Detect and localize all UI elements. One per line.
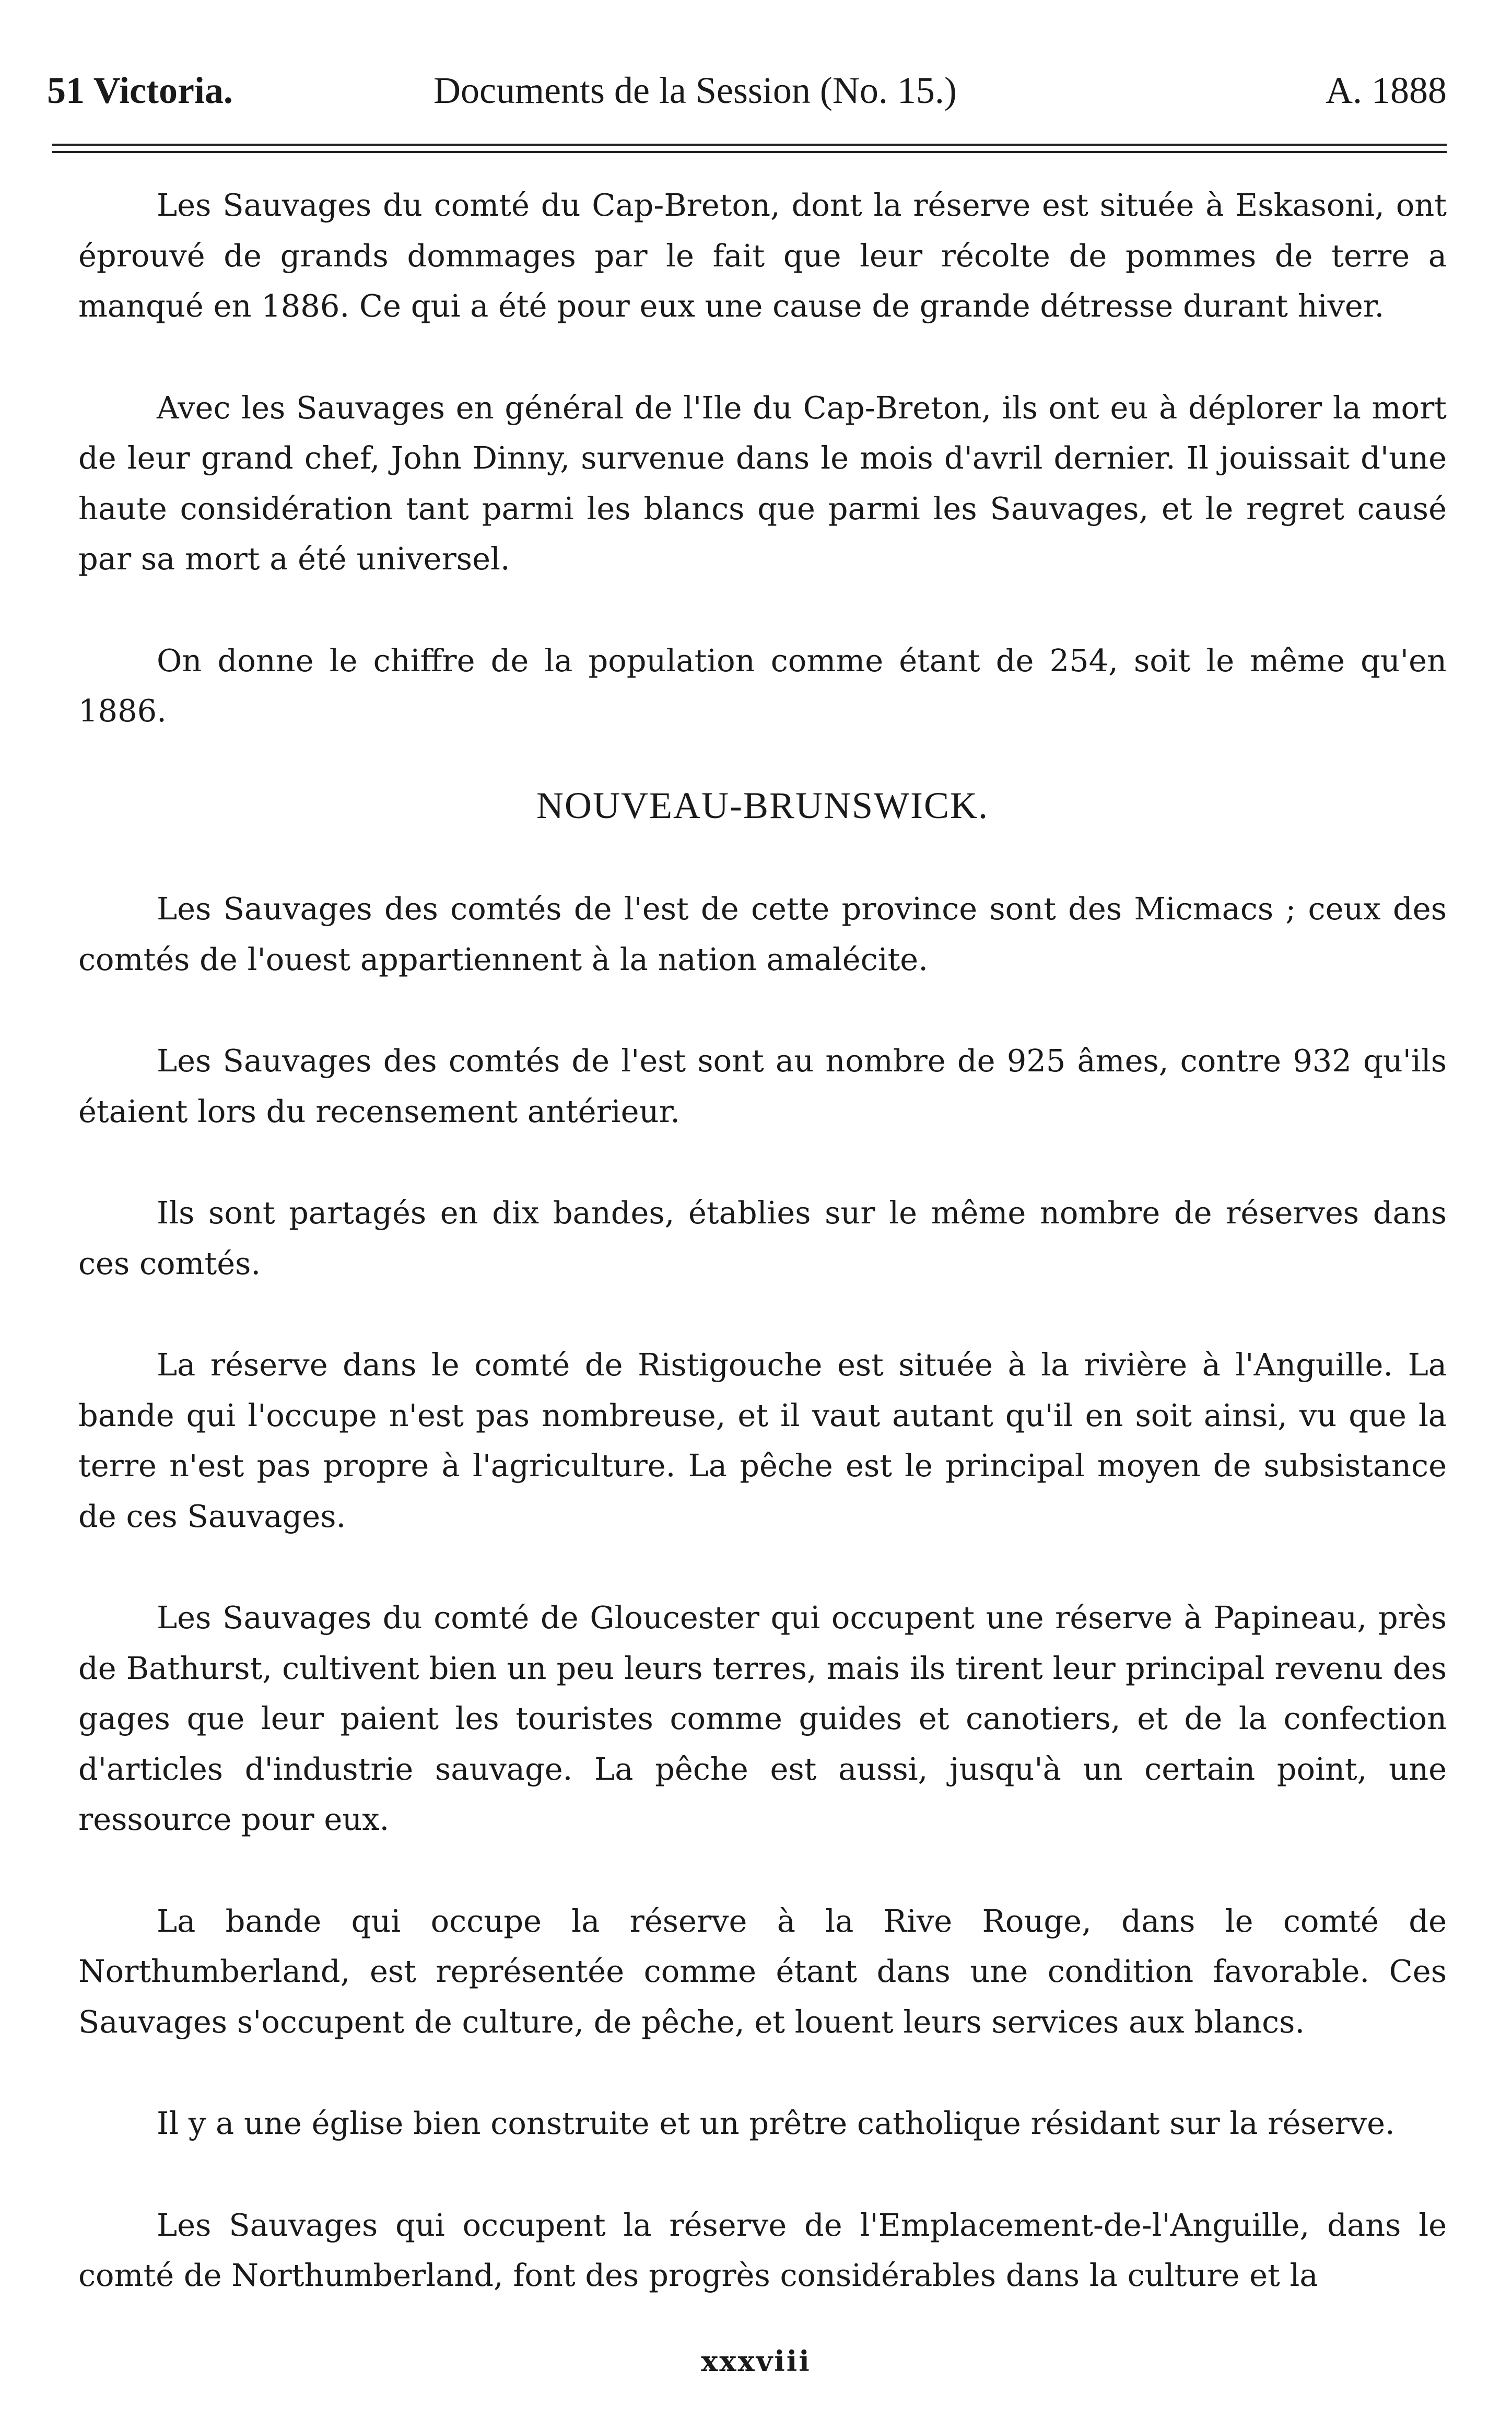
paragraph: Les Sauvages qui occupent la réserve de l'Emplacement-de-l'Anguille, dans le comté de Northumberland, font des progrès considérables dans la culture et la (78, 2206, 1447, 2293)
header-rule-bottom (52, 151, 1447, 153)
page-header (47, 62, 1447, 119)
paragraph: Ils sont partagés en dix bandes, établies sur le même nombre de réserves dans ces comtés. (78, 1195, 1447, 1281)
paragraph: Il y a une église bien construite et un prêtre catholique résidant sur la réserve. (157, 2105, 1395, 2141)
header-title: Documents de la Session (No. 15.) (433, 69, 957, 111)
document-body (78, 180, 1447, 2352)
paragraph: On donne le chiffre de la population comme étant de 254, soit le même qu'en 1886. (78, 642, 1447, 729)
section-heading: NOUVEAU-BRUNSWICK. (536, 784, 989, 826)
paragraph: Les Sauvages du comté du Cap-Breton, dont la réserve est située à Eskasoni, ont éprouvé de grands dommages par le fait que leur récolte de pommes de terre a manqué en 1886. Ce qui a été pour eux une cause de grande détresse durant hiver. (78, 187, 1447, 324)
paragraph: Les Sauvages du comté de Gloucester qui occupent une réserve à Papineau, près de Bathurst, cultivent bien un peu leurs terres, mais ils tirent leur principal revenu des gages que leur paient les touristes comme guides et canotiers, et de la confection d'articles d'industrie sauvage. La pêche est aussi, jusqu'à un certain point, une ressource pour eux. (78, 1599, 1447, 1837)
paragraph: Les Sauvages des comtés de l'est de cette province sont des Micmacs ; ceux des comtés de l'ouest appartiennent à la nation amalécite. (78, 891, 1447, 977)
paragraph: La bande qui occupe la réserve à la Rive Rouge, dans le comté de Northumberland, est représentée comme étant dans une condition favorable. Ces Sauvages s'occupent de culture, de pêche, et louent leurs services aux blancs. (78, 1902, 1447, 2040)
header-year: A. 1888 (1326, 69, 1447, 111)
header-volume: 51 Victoria. (47, 69, 233, 111)
header-rule-top (52, 144, 1447, 146)
paragraph: Les Sauvages des comtés de l'est sont au nombre de 925 âmes, contre 932 qu'ils étaient lors du recensement antérieur. (78, 1043, 1447, 1129)
page-number: xxxviii (701, 2344, 811, 2378)
paragraph: La réserve dans le comté de Ristigouche est située à la rivière à l'Anguille. La bande qui l'occupe n'est pas nombreuse, et il vaut autant qu'il en soit ainsi, vu que la terre n'est pas propre à l'agriculture. La pêche est le principal moyen de subsistance de ces Sauvages. (78, 1347, 1447, 1534)
paragraph: Avec les Sauvages en général de l'Ile du Cap-Breton, ils ont eu à déplorer la mort de leur grand chef, John Dinny, survenue dans le mois d'avril dernier. Il jouissait d'une haute considération tant parmi les blancs que parmi les Sauvages, et le regret causé par sa mort a été universel. (78, 389, 1447, 577)
